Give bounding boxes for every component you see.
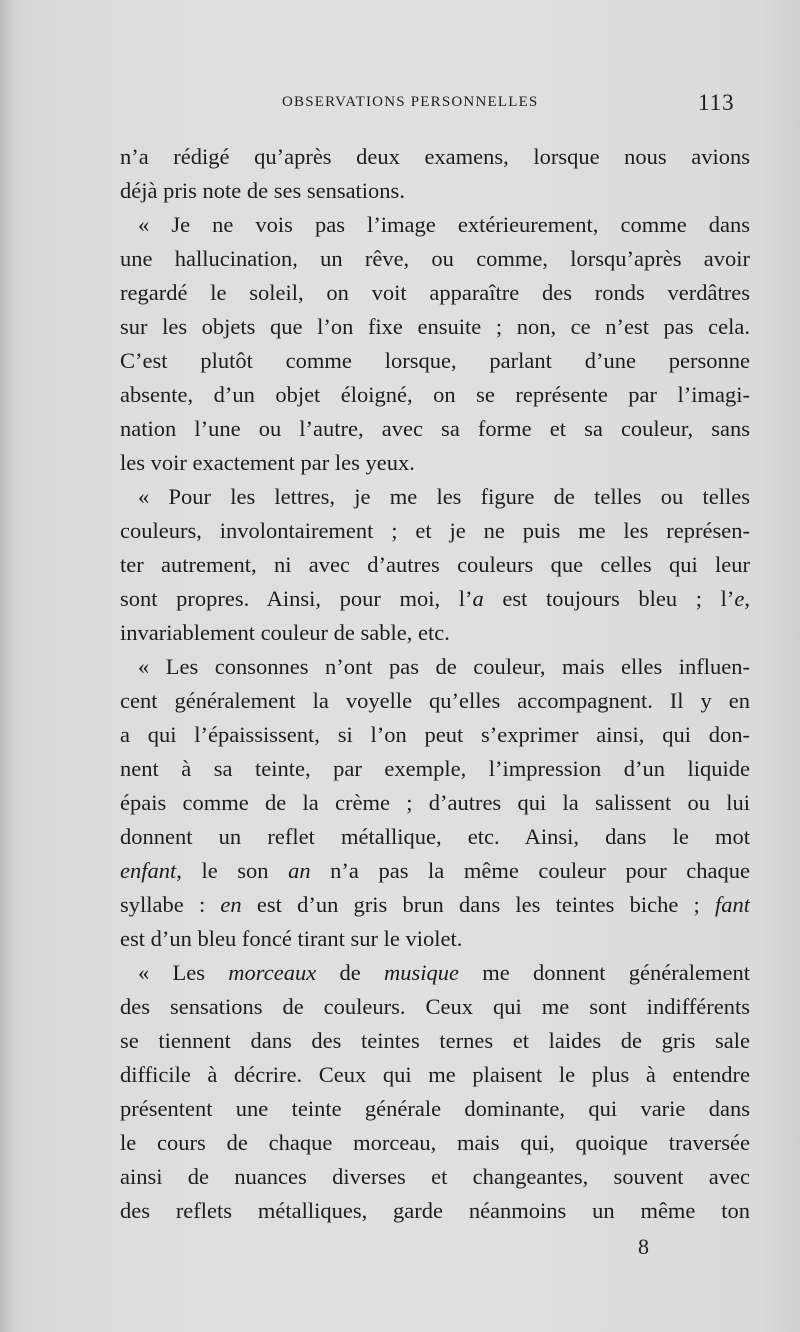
text-line: le cours de chaque morceau, mais qui, quoique traversée [120, 1130, 750, 1155]
body-text [120, 140, 750, 1228]
text-line: ter autrement, ni avec d’autres couleurs que celles qui leur [120, 552, 750, 577]
text-line: sur les objets que l’on fixe ensuite ; non, ce n’est pas cela. [120, 314, 750, 339]
text-line: enfant, le son an n’a pas la même couleur pour chaque [120, 858, 751, 883]
signature-mark: 8 [638, 1234, 649, 1259]
text-line: couleurs, involontairement ; et je ne puis me les représen- [120, 518, 750, 543]
text-line: « Les consonnes n’ont pas de couleur, mais elles influen- [138, 654, 750, 679]
text-line: des reflets métalliques, garde néanmoins un même ton [120, 1198, 750, 1223]
text-line: ainsi de nuances diverses et changeantes, souvent avec [120, 1164, 750, 1189]
text-line: regardé le soleil, on voit apparaître des ronds verdâtres [120, 280, 750, 305]
running-head-title: OBSERVATIONS PERSONNELLES [282, 94, 539, 110]
text-line: n’a rédigé qu’après deux examens, lorsque nous avions [120, 144, 750, 169]
text-line: nation l’une ou l’autre, avec sa forme et sa couleur, sans [120, 416, 750, 441]
text-line: une hallucination, un rêve, ou comme, lorsqu’après avoir [120, 246, 750, 271]
text-line: déjà pris note de ses sensations. [120, 178, 405, 203]
text-line: invariablement couleur de sable, etc. [120, 620, 450, 645]
text-line: se tiennent dans des teintes ternes et laides de gris sale [120, 1028, 750, 1053]
text-line: nent à sa teinte, par exemple, l’impression d’un liquide [120, 756, 750, 781]
text-line: les voir exactement par les yeux. [120, 450, 415, 475]
text-line: des sensations de couleurs. Ceux qui me sont indifférents [120, 994, 750, 1019]
text-line: donnent un reflet métallique, etc. Ainsi, dans le mot [120, 824, 750, 849]
running-head [0, 92, 800, 122]
page-number: 113 [698, 90, 735, 115]
text-line: a qui l’épaississent, si l’on peut s’exprimer ainsi, qui don- [120, 722, 750, 747]
text-line: « Je ne vois pas l’image extérieurement, comme dans [138, 212, 750, 237]
text-line: épais comme de la crème ; d’autres qui la salissent ou lui [120, 790, 750, 815]
text-line: syllabe : en est d’un gris brun dans les teintes biche ; fant [120, 892, 750, 917]
text-line: est d’un bleu foncé tirant sur le violet. [120, 926, 463, 951]
text-line: « Les morceaux de musique me donnent généralement [138, 960, 750, 985]
text-line: présentent une teinte générale dominante, qui varie dans [120, 1096, 750, 1121]
text-line: absente, d’un objet éloigné, on se représente par l’imagi- [120, 382, 750, 407]
text-line: cent généralement la voyelle qu’elles accompagnent. Il y en [120, 688, 750, 713]
text-line: C’est plutôt comme lorsque, parlant d’une personne [120, 348, 750, 373]
text-line: « Pour les lettres, je me les figure de telles ou telles [138, 484, 750, 509]
text-line: difficile à décrire. Ceux qui me plaisent le plus à entendre [120, 1062, 750, 1087]
text-line: sont propres. Ainsi, pour moi, l’a est toujours bleu ; l’e, [120, 586, 750, 611]
